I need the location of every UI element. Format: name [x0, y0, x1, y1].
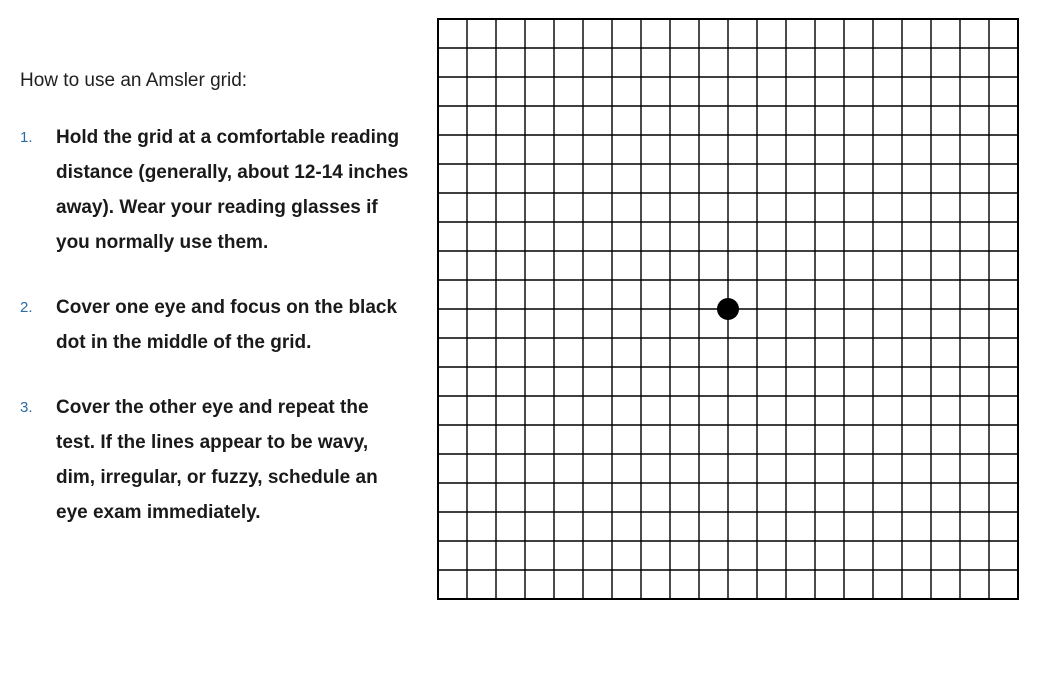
fixation-dot: [717, 298, 739, 320]
step-text: Hold the grid at a comfortable reading distance (generally, about 12-14 inches away). Wear your reading glasses if you normally use them.: [56, 127, 409, 253]
amsler-grid: [437, 18, 1019, 600]
instruction-step-3: [20, 390, 410, 530]
step-number: 3.: [20, 399, 33, 416]
step-text: Cover the other eye and repeat the test. If the lines appear to be wavy, dim, irregular, or fuzzy, schedule an eye exam immediately.: [56, 397, 378, 523]
step-text: Cover one eye and focus on the black dot in the middle of the grid.: [56, 297, 398, 353]
instruction-step-2: [20, 290, 410, 360]
amsler-grid-container: [437, 18, 1019, 600]
step-number: 1.: [20, 129, 33, 146]
page-title: How to use an Amsler grid:: [20, 70, 248, 91]
instructions-panel: [20, 68, 410, 560]
step-number: 2.: [20, 299, 33, 316]
instruction-step-1: [20, 120, 410, 260]
